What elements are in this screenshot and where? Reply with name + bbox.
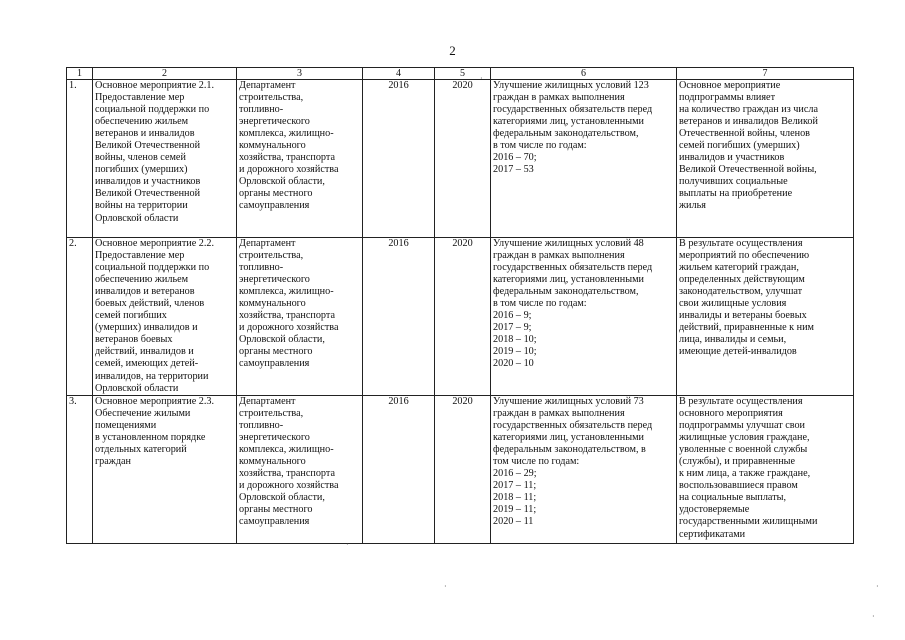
cell-text-line: Великой Отечественной (95, 188, 201, 200)
cell-text-line: 2017 – 9; (493, 322, 532, 334)
cell-text-line: 2020 – 11 (493, 516, 534, 528)
column-header: 7 (677, 68, 854, 80)
cell-text-line: Великой Отечественной войны, (679, 164, 817, 176)
cell-text-line: Основное мероприятие 2.3. (95, 396, 215, 407)
cell-text-line: определенных действующим (679, 274, 805, 286)
cell-text-line: категориями лиц, установленными (493, 274, 644, 286)
cell-text-line: Обеспечение жилыми (95, 408, 191, 420)
cell-text-line: социальной поддержки по (95, 262, 210, 274)
cell-text-line: Основное мероприятие (679, 80, 781, 91)
cell-text-line: свои жилищные условия (679, 298, 787, 310)
cell-text-line: 2017 – 53 (493, 164, 534, 176)
cell-text-line: строительства, (239, 92, 304, 104)
cell-text-line: органы местного (239, 188, 313, 200)
cell-text-line: хозяйства, транспорта (239, 310, 335, 322)
cell-text-line: граждан в рамках выполнения (493, 408, 625, 420)
cell-text-line: (умерших) инвалидов и (95, 322, 198, 334)
expected-result-cell (491, 396, 677, 544)
cell-text-line: Основное мероприятие 2.2. (95, 238, 215, 249)
cell-text-line: 2016 – 70; (493, 152, 537, 164)
cell-text-line: ветеранов и инвалидов (95, 128, 195, 140)
table-row (67, 238, 854, 396)
cell-text-line: воспользовавшиеся правом (679, 480, 798, 492)
program-measures-table (66, 67, 854, 544)
cell-text-line: боевых действий, членов (95, 298, 205, 310)
column-header: 6 (491, 68, 677, 80)
cell-text-line: ветеранов боевых (95, 334, 173, 346)
cell-text-line: инвалидов и участников (679, 152, 785, 164)
cell-text-line: топливно- (239, 104, 284, 116)
cell-text-line: хозяйства, транспорта (239, 468, 335, 480)
cell-text-line: отдельных категорий (95, 444, 187, 456)
cell-text-line: Орловской области (95, 212, 179, 224)
cell-text-line: в том числе по годам: (493, 140, 587, 152)
cell-text-line: 2018 – 10; (493, 334, 537, 346)
column-header: 1 (67, 68, 93, 80)
start-year-cell: 2016 (363, 238, 435, 396)
expected-result-cell (491, 80, 677, 238)
cell-text-line: Отечественной войны, членов (679, 128, 810, 140)
cell-text-line: сертификатами (679, 528, 746, 540)
cell-text-line: В результате осуществления (679, 396, 803, 407)
measure-cell (93, 396, 237, 544)
cell-text-line: погибших (умерших) (95, 164, 188, 176)
cell-text-line: выплаты на приобретение (679, 188, 793, 200)
cell-text-line: инвалиды и ветераны боевых (679, 310, 807, 322)
cell-text-line: коммунального (239, 140, 306, 152)
row-number: 3. (67, 396, 93, 544)
table-header-row (67, 68, 854, 80)
cell-text-line: помещениями (95, 420, 157, 432)
cell-text-line: Орловской области (95, 382, 179, 394)
cell-text-line: законодательством, улучшат (679, 286, 803, 298)
cell-text-line: федеральным законодательством, в (493, 444, 646, 456)
cell-text-line: на количество граждан из числа (679, 104, 818, 116)
cell-text-line: 2016 – 29; (493, 468, 537, 480)
impact-cell (677, 396, 854, 544)
cell-text-line: самоуправления (239, 516, 310, 528)
cell-text-line: строительства, (239, 250, 304, 262)
cell-text-line: Департамент (239, 396, 296, 407)
cell-text-line: государственными жилищными (679, 516, 818, 528)
cell-text-line: федеральным законодательством, (493, 286, 639, 298)
cell-text-line: государственных обязательств перед (493, 104, 653, 116)
cell-text-line: 2020 – 10 (493, 358, 534, 370)
cell-text-line: получивших социальные (679, 176, 788, 188)
impact-cell (677, 80, 854, 238)
end-year-cell: 2020 (435, 396, 491, 544)
cell-text-line: Предоставление мер (95, 92, 185, 104)
cell-text-line: инвалидов, на территории (95, 370, 209, 382)
cell-text-line: лица, инвалиды и семьи, (679, 334, 787, 346)
cell-text-line: в том числе по годам: (493, 298, 587, 310)
table-row (67, 80, 854, 238)
cell-text-line: действий, приравненные к ним (679, 322, 814, 334)
cell-text-line: категориями лиц, установленными (493, 432, 644, 444)
scan-speck: · (346, 540, 349, 549)
cell-text-line: обеспечению жильем (95, 274, 189, 286)
cell-text-line: имеющие детей-инвалидов (679, 346, 797, 358)
cell-text-line: удостоверяемые (679, 504, 750, 516)
cell-text-line: уволенные с военной службы (679, 444, 808, 456)
cell-text-line: социальной поддержки по (95, 104, 210, 116)
cell-text-line: Орловской области, (239, 176, 325, 188)
cell-text-line: федеральным законодательством, (493, 128, 639, 140)
cell-text-line: коммунального (239, 298, 306, 310)
cell-text-line: энергетического (239, 432, 310, 444)
cell-text-line: Предоставление мер (95, 250, 185, 262)
cell-text-line: 2016 – 9; (493, 310, 532, 322)
cell-text-line: энергетического (239, 274, 310, 286)
cell-text-line: к ним лица, а также граждане, (679, 468, 811, 480)
cell-text-line: топливно- (239, 420, 284, 432)
cell-text-line: коммунального (239, 456, 306, 468)
row-number: 2. (67, 238, 93, 396)
cell-text-line: подпрограммы влияет (679, 92, 776, 104)
cell-text-line: комплекса, жилищно- (239, 286, 334, 298)
scan-speck: · (444, 582, 447, 591)
cell-text-line: и дорожного хозяйства (239, 480, 339, 492)
cell-text-line: хозяйства, транспорта (239, 152, 335, 164)
cell-text-line: государственных обязательств перед (493, 420, 653, 432)
cell-text-line: инвалидов и участников (95, 176, 201, 188)
cell-text-line: ветеранов и инвалидов Великой (679, 116, 818, 128)
executor-cell (237, 238, 363, 396)
column-header: 3 (237, 68, 363, 80)
cell-text-line: 2019 – 11; (493, 504, 537, 516)
cell-text-line: Улучшение жилищных условий 73 (493, 396, 644, 407)
cell-text-line: подпрограммы улучшат свои (679, 420, 806, 432)
scan-speck: · (872, 612, 875, 621)
cell-text-line: 2019 – 10; (493, 346, 537, 358)
cell-text-line: на социальные выплаты, (679, 492, 787, 504)
cell-text-line: Улучшение жилищных условий 123 (493, 80, 649, 91)
cell-text-line: Орловской области, (239, 492, 325, 504)
cell-text-line: категориями лиц, установленными (493, 116, 644, 128)
cell-text-line: в установленном порядке (95, 432, 206, 444)
expected-result-cell (491, 238, 677, 396)
cell-text-line: самоуправления (239, 358, 310, 370)
cell-text-line: мероприятий по обеспечению (679, 250, 810, 262)
row-number: 1. (67, 80, 93, 238)
cell-text-line: В результате осуществления (679, 238, 803, 249)
cell-text-line: комплекса, жилищно- (239, 128, 334, 140)
end-year-cell: 2020 (435, 80, 491, 238)
cell-text-line: граждан в рамках выполнения (493, 250, 625, 262)
cell-text-line: основного мероприятия (679, 408, 783, 420)
cell-text-line: энергетического (239, 116, 310, 128)
cell-text-line: войны на территории (95, 200, 188, 212)
cell-text-line: обеспечению жильем (95, 116, 189, 128)
measure-cell (93, 238, 237, 396)
page-number: 2 (449, 43, 456, 58)
cell-text-line: органы местного (239, 346, 313, 358)
cell-text-line: Основное мероприятие 2.1. (95, 80, 215, 91)
cell-text-line: строительства, (239, 408, 304, 420)
column-header: 5 (435, 68, 491, 80)
cell-text-line: семей погибших (95, 310, 167, 322)
end-year-cell: 2020 (435, 238, 491, 396)
cell-text-line: граждан (95, 456, 131, 468)
cell-text-line: Департамент (239, 80, 296, 91)
scan-speck: · (480, 74, 483, 83)
cell-text-line: Великой Отечественной (95, 140, 201, 152)
cell-text-line: Орловской области, (239, 334, 325, 346)
cell-text-line: (службы), и приравненные (679, 456, 796, 468)
cell-text-line: семей погибших (умерших) (679, 140, 800, 152)
cell-text-line: самоуправления (239, 200, 310, 212)
cell-text-line: комплекса, жилищно- (239, 444, 334, 456)
cell-text-line: и дорожного хозяйства (239, 164, 339, 176)
cell-text-line: жилья (679, 200, 706, 212)
cell-text-line: 2017 – 11; (493, 480, 537, 492)
executor-cell (237, 80, 363, 238)
cell-text-line: семей, имеющих детей- (95, 358, 199, 370)
cell-text-line: органы местного (239, 504, 313, 516)
column-header: 2 (93, 68, 237, 80)
cell-text-line: войны, членов семей (95, 152, 186, 164)
cell-text-line: жильем категорий граждан, (679, 262, 799, 274)
column-header: 4 (363, 68, 435, 80)
cell-text-line: Департамент (239, 238, 296, 249)
cell-text-line: 2018 – 11; (493, 492, 537, 504)
cell-text-line: действий, инвалидов и (95, 346, 194, 358)
cell-text-line: граждан в рамках выполнения (493, 92, 625, 104)
start-year-cell: 2016 (363, 396, 435, 544)
start-year-cell: 2016 (363, 80, 435, 238)
cell-text-line: топливно- (239, 262, 284, 274)
executor-cell (237, 396, 363, 544)
impact-cell (677, 238, 854, 396)
table-row (67, 396, 854, 544)
cell-text-line: и дорожного хозяйства (239, 322, 339, 334)
cell-text-line: государственных обязательств перед (493, 262, 653, 274)
cell-text-line: Улучшение жилищных условий 48 (493, 238, 644, 249)
cell-text-line: инвалидов и ветеранов (95, 286, 195, 298)
cell-text-line: том числе по годам: (493, 456, 580, 468)
scan-speck: · (876, 582, 879, 591)
measure-cell (93, 80, 237, 238)
cell-text-line: жилищные условия граждане, (679, 432, 810, 444)
